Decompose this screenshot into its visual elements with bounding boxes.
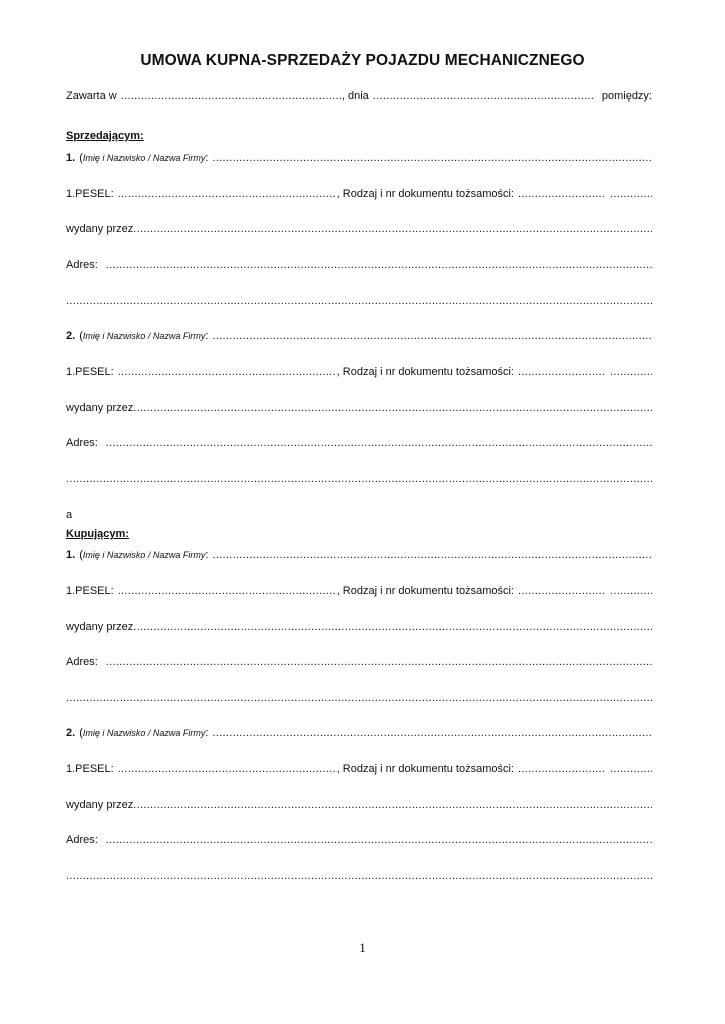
address-label: Adres: bbox=[66, 834, 98, 846]
name-hint: Imię i Nazwisko / Nazwa Firmy bbox=[82, 728, 206, 738]
buyer-2-doc-type-field[interactable] bbox=[518, 761, 606, 777]
party-number: 2. bbox=[66, 330, 76, 342]
buyer-1-issued-line bbox=[66, 619, 652, 635]
sellers-heading: Sprzedającym: bbox=[66, 130, 144, 142]
buyer-1-pesel-line bbox=[66, 583, 652, 599]
buyer-2-pesel-field[interactable] bbox=[118, 761, 337, 777]
buyer-2-issued-field[interactable] bbox=[133, 797, 652, 813]
seller-2-doc-number-field[interactable] bbox=[610, 364, 652, 380]
buyer-1-name-field[interactable] bbox=[212, 547, 652, 563]
date-field[interactable] bbox=[373, 88, 594, 104]
buyer-2-address-line-2 bbox=[66, 868, 652, 884]
doc-label: , Rodzaj i nr dokumentu tożsamości: bbox=[336, 585, 514, 597]
buyer-2-doc-number-field[interactable] bbox=[610, 761, 652, 777]
hint-open: ( bbox=[79, 330, 83, 342]
name-hint: Imię i Nazwisko / Nazwa Firmy bbox=[82, 331, 206, 341]
document-title: UMOWA KUPNA-SPRZEDAŻY POJAZDU MECHANICZNEGO bbox=[140, 52, 585, 69]
seller-2-address-field-2[interactable] bbox=[66, 471, 652, 487]
buyer-1-issued-field[interactable] bbox=[133, 619, 652, 635]
buyer-1-doc-number-field[interactable] bbox=[610, 583, 652, 599]
buyer-1-address-line bbox=[66, 654, 652, 670]
buyer-2-address-field-2[interactable] bbox=[66, 868, 652, 884]
seller-1-issued-line bbox=[66, 221, 652, 237]
intro-date-label: , dnia bbox=[341, 90, 369, 102]
doc-label: , Rodzaj i nr dokumentu tożsamości: bbox=[336, 366, 514, 378]
buyer-2-address-field[interactable] bbox=[106, 832, 652, 848]
pesel-label: 1.PESEL: bbox=[66, 366, 114, 378]
seller-2-name-line bbox=[66, 328, 652, 344]
seller-2-pesel-line bbox=[66, 364, 652, 380]
buyer-2-address-line bbox=[66, 832, 652, 848]
buyers-heading: Kupującym: bbox=[66, 528, 129, 540]
issued-label: wydany przez bbox=[66, 223, 134, 235]
seller-2-address-line-2 bbox=[66, 471, 652, 487]
hint-close: : bbox=[205, 152, 209, 164]
pesel-label: 1.PESEL: bbox=[66, 585, 114, 597]
intro-prefix: Zawarta w bbox=[66, 90, 117, 102]
seller-2-doc-type-field[interactable] bbox=[518, 364, 606, 380]
party-number: 1. bbox=[66, 549, 76, 561]
seller-2-address-line bbox=[66, 435, 652, 451]
buyer-2-pesel-line bbox=[66, 761, 652, 777]
buyer-1-pesel-field[interactable] bbox=[118, 583, 337, 599]
hint-open: ( bbox=[79, 727, 83, 739]
buyer-2-name-line bbox=[66, 725, 652, 741]
hint-open: ( bbox=[79, 549, 83, 561]
seller-1-name-field[interactable] bbox=[212, 150, 652, 166]
hint-close: : bbox=[205, 727, 209, 739]
buyer-1-address-field[interactable] bbox=[106, 654, 652, 670]
hint-close: : bbox=[205, 330, 209, 342]
seller-1-doc-number-field[interactable] bbox=[610, 186, 652, 202]
pesel-label: 1.PESEL: bbox=[66, 188, 114, 200]
buyer-1-address-line-2 bbox=[66, 690, 652, 706]
seller-1-pesel-line bbox=[66, 186, 652, 202]
doc-label: , Rodzaj i nr dokumentu tożsamości: bbox=[336, 763, 514, 775]
seller-1-issued-field[interactable] bbox=[133, 221, 652, 237]
seller-2-issued-line bbox=[66, 400, 652, 416]
seller-2-pesel-field[interactable] bbox=[118, 364, 337, 380]
seller-1-doc-type-field[interactable] bbox=[518, 186, 606, 202]
place-field[interactable] bbox=[121, 88, 342, 104]
buyer-2-issued-line bbox=[66, 797, 652, 813]
hint-close: : bbox=[205, 549, 209, 561]
issued-label: wydany przez bbox=[66, 799, 134, 811]
and-separator: a bbox=[66, 509, 73, 521]
buyer-1-doc-type-field[interactable] bbox=[518, 583, 606, 599]
page-number: 1 bbox=[359, 940, 366, 955]
party-number: 1. bbox=[66, 152, 76, 164]
seller-1-pesel-field[interactable] bbox=[118, 186, 337, 202]
pesel-label: 1.PESEL: bbox=[66, 763, 114, 775]
seller-1-address-field[interactable] bbox=[106, 257, 652, 273]
party-number: 2. bbox=[66, 727, 76, 739]
doc-label: , Rodzaj i nr dokumentu tożsamości: bbox=[336, 188, 514, 200]
name-hint: Imię i Nazwisko / Nazwa Firmy bbox=[82, 153, 206, 163]
buyer-2-name-field[interactable] bbox=[212, 725, 652, 741]
address-label: Adres: bbox=[66, 259, 98, 271]
seller-2-name-field[interactable] bbox=[212, 328, 652, 344]
intro-suffix: pomiędzy: bbox=[601, 90, 652, 102]
seller-1-address-field-2[interactable] bbox=[66, 293, 652, 309]
intro-line bbox=[66, 88, 652, 104]
seller-2-address-field[interactable] bbox=[106, 435, 652, 451]
seller-1-address-line-2 bbox=[66, 293, 652, 309]
issued-label: wydany przez bbox=[66, 621, 134, 633]
hint-open: ( bbox=[79, 152, 83, 164]
seller-2-issued-field[interactable] bbox=[133, 400, 652, 416]
seller-1-address-line bbox=[66, 257, 652, 273]
seller-1-name-line bbox=[66, 150, 652, 166]
address-label: Adres: bbox=[66, 437, 98, 449]
issued-label: wydany przez bbox=[66, 402, 134, 414]
address-label: Adres: bbox=[66, 656, 98, 668]
name-hint: Imię i Nazwisko / Nazwa Firmy bbox=[82, 550, 206, 560]
buyer-1-address-field-2[interactable] bbox=[66, 690, 652, 706]
buyer-1-name-line bbox=[66, 547, 652, 563]
